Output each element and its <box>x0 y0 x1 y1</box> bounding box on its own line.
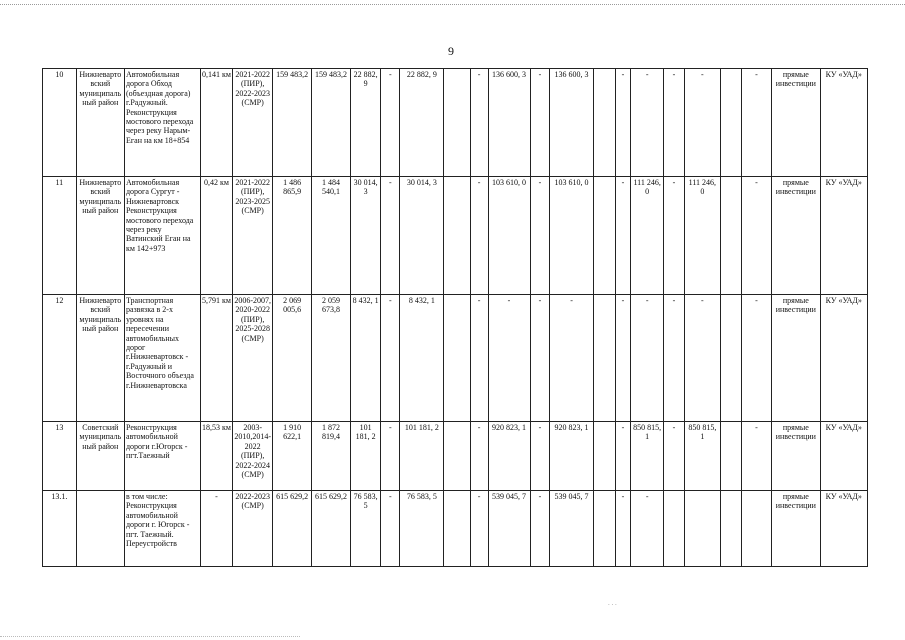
value-cell: 8 432, 1 <box>400 295 444 422</box>
customer-cell: КУ «УАД» <box>820 177 867 295</box>
value-cell: - <box>663 69 684 177</box>
value-cell: 1 484 540,1 <box>312 177 351 295</box>
value-cell <box>741 491 771 567</box>
value-cell: - <box>530 422 550 491</box>
district-cell: Нижневартовский муниципальный район <box>76 295 124 422</box>
scan-bottom-edge <box>0 636 300 637</box>
value-cell: - <box>631 69 664 177</box>
value-cell <box>663 491 684 567</box>
value-cell: 22 882, 9 <box>400 69 444 177</box>
value-cell: - <box>470 422 488 491</box>
value-cell <box>444 295 470 422</box>
value-cell: 539 045, 7 <box>550 491 593 567</box>
value-cell: 8 432, 1 <box>350 295 380 422</box>
total-cost-cell: 1 486 865,9 <box>273 177 312 295</box>
value-cell: - <box>470 295 488 422</box>
value-cell: - <box>663 422 684 491</box>
length-cell: 0,141 км <box>200 69 233 177</box>
value-cell: - <box>741 177 771 295</box>
period-cell: 2022-2023 (СМР) <box>233 491 273 567</box>
customer-cell: КУ «УАД» <box>820 295 867 422</box>
funding-source-cell: прямые инвестиции <box>772 295 820 422</box>
district-cell: Нижневартовский муниципальный район <box>76 69 124 177</box>
value-cell <box>720 177 741 295</box>
value-cell: - <box>615 422 631 491</box>
value-cell: - <box>615 69 631 177</box>
value-cell: - <box>488 295 530 422</box>
length-cell: 0,42 км <box>200 177 233 295</box>
value-cell: - <box>741 295 771 422</box>
page-number: 9 <box>448 44 454 58</box>
total-cost-cell: 2 069 005,6 <box>273 295 312 422</box>
value-cell: - <box>470 491 488 567</box>
value-cell: - <box>530 491 550 567</box>
object-name-cell: Автомобильная дорога Сургут - Нижневартовск Реконструкция мостового перехода через реку Ватинский Еган на км 142+973 <box>124 177 200 295</box>
customer-cell: КУ «УАД» <box>820 422 867 491</box>
table-row <box>43 422 868 491</box>
value-cell: 850 815, 1 <box>684 422 720 491</box>
object-name-cell: Реконструкция автомобильной дороги г.Югорск - пгт.Таежный <box>124 422 200 491</box>
row-number: 13.1. <box>43 491 77 567</box>
funding-source-cell: прямые инвестиции <box>772 422 820 491</box>
value-cell: 920 823, 1 <box>488 422 530 491</box>
value-cell: - <box>684 295 720 422</box>
value-cell <box>684 491 720 567</box>
total-cost-cell: 159 483,2 <box>273 69 312 177</box>
customer-cell: КУ «УАД» <box>820 491 867 567</box>
value-cell <box>720 295 741 422</box>
value-cell: 1 872 819,4 <box>312 422 351 491</box>
value-cell: - <box>615 177 631 295</box>
table-row <box>43 295 868 422</box>
value-cell: 101 181, 2 <box>350 422 380 491</box>
value-cell <box>593 491 615 567</box>
customer-cell: КУ «УАД» <box>820 69 867 177</box>
value-cell: 76 583, 5 <box>350 491 380 567</box>
scan-mark: . . . <box>608 599 617 607</box>
value-cell: 30 014, 3 <box>350 177 380 295</box>
object-name-cell: Транспортная развязка в 2-х уровнях на пересечении автомобильных дорог г.Нижневартовск - г.Радужный и Восточного объезда г.Нижневартовска <box>124 295 200 422</box>
value-cell <box>444 177 470 295</box>
table-row <box>43 69 868 177</box>
value-cell: 101 181, 2 <box>400 422 444 491</box>
value-cell: 615 629,2 <box>312 491 351 567</box>
length-cell: 5,791 км <box>200 295 233 422</box>
value-cell: - <box>381 491 400 567</box>
row-number: 11 <box>43 177 77 295</box>
value-cell: 22 882, 9 <box>350 69 380 177</box>
value-cell: 111 246, 0 <box>631 177 664 295</box>
value-cell <box>720 422 741 491</box>
table-row <box>43 491 868 567</box>
value-cell: - <box>530 177 550 295</box>
row-number: 10 <box>43 69 77 177</box>
object-name-cell: в том числе: Реконструкция автомобильной дороги г. Югорск - пгт. Таежный. Переустройств <box>124 491 200 567</box>
row-number: 12 <box>43 295 77 422</box>
row-number: 13 <box>43 422 77 491</box>
value-cell <box>593 69 615 177</box>
value-cell: 111 246, 0 <box>684 177 720 295</box>
value-cell <box>720 491 741 567</box>
value-cell: - <box>381 177 400 295</box>
district-cell: Советский муниципальный район <box>76 422 124 491</box>
value-cell: 30 014, 3 <box>400 177 444 295</box>
value-cell: 136 600, 3 <box>550 69 593 177</box>
period-cell: 2021-2022 (ПИР), 2022-2023 (СМР) <box>233 69 273 177</box>
value-cell: 920 823, 1 <box>550 422 593 491</box>
value-cell: - <box>663 295 684 422</box>
table-row <box>43 177 868 295</box>
total-cost-cell: 615 629,2 <box>273 491 312 567</box>
value-cell: - <box>631 295 664 422</box>
district-cell <box>76 491 124 567</box>
value-cell: - <box>381 422 400 491</box>
funding-source-cell: прямые инвестиции <box>772 177 820 295</box>
value-cell: 159 483,2 <box>312 69 351 177</box>
value-cell: - <box>684 69 720 177</box>
value-cell <box>444 422 470 491</box>
value-cell: - <box>381 295 400 422</box>
value-cell <box>720 69 741 177</box>
value-cell <box>593 177 615 295</box>
value-cell: - <box>615 295 631 422</box>
value-cell <box>444 69 470 177</box>
length-cell: - <box>200 491 233 567</box>
value-cell: 103 610, 0 <box>488 177 530 295</box>
period-cell: 2021-2022 (ПИР), 2023-2025 (СМР) <box>233 177 273 295</box>
value-cell <box>444 491 470 567</box>
value-cell: - <box>470 69 488 177</box>
funding-source-cell: прямые инвестиции <box>772 491 820 567</box>
value-cell: - <box>470 177 488 295</box>
value-cell: - <box>663 177 684 295</box>
total-cost-cell: 1 910 622,1 <box>273 422 312 491</box>
value-cell: 850 815, 1 <box>631 422 664 491</box>
value-cell: - <box>741 69 771 177</box>
length-cell: 18,53 км <box>200 422 233 491</box>
value-cell: - <box>631 491 664 567</box>
value-cell: 539 045, 7 <box>488 491 530 567</box>
value-cell: - <box>381 69 400 177</box>
period-cell: 2003-2010,2014-2022 (ПИР), 2022-2024 (СМР) <box>233 422 273 491</box>
value-cell: - <box>530 295 550 422</box>
object-name-cell: Автомобильная дорога Обход (объездная дорога) г.Радужный. Реконструкция мостового перехода через реку Нарым-Еган на км 18+854 <box>124 69 200 177</box>
value-cell: 76 583, 5 <box>400 491 444 567</box>
value-cell: - <box>741 422 771 491</box>
value-cell: 2 059 673,8 <box>312 295 351 422</box>
funding-source-cell: прямые инвестиции <box>772 69 820 177</box>
value-cell: - <box>550 295 593 422</box>
value-cell <box>593 295 615 422</box>
value-cell: - <box>530 69 550 177</box>
value-cell: - <box>615 491 631 567</box>
value-cell: 103 610, 0 <box>550 177 593 295</box>
period-cell: 2006-2007, 2020-2022 (ПИР), 2025-2028 (СМР) <box>233 295 273 422</box>
investment-objects-table <box>42 68 868 567</box>
scan-top-edge <box>0 4 905 5</box>
district-cell: Нижневартовский муниципальный район <box>76 177 124 295</box>
value-cell: 136 600, 3 <box>488 69 530 177</box>
value-cell <box>593 422 615 491</box>
